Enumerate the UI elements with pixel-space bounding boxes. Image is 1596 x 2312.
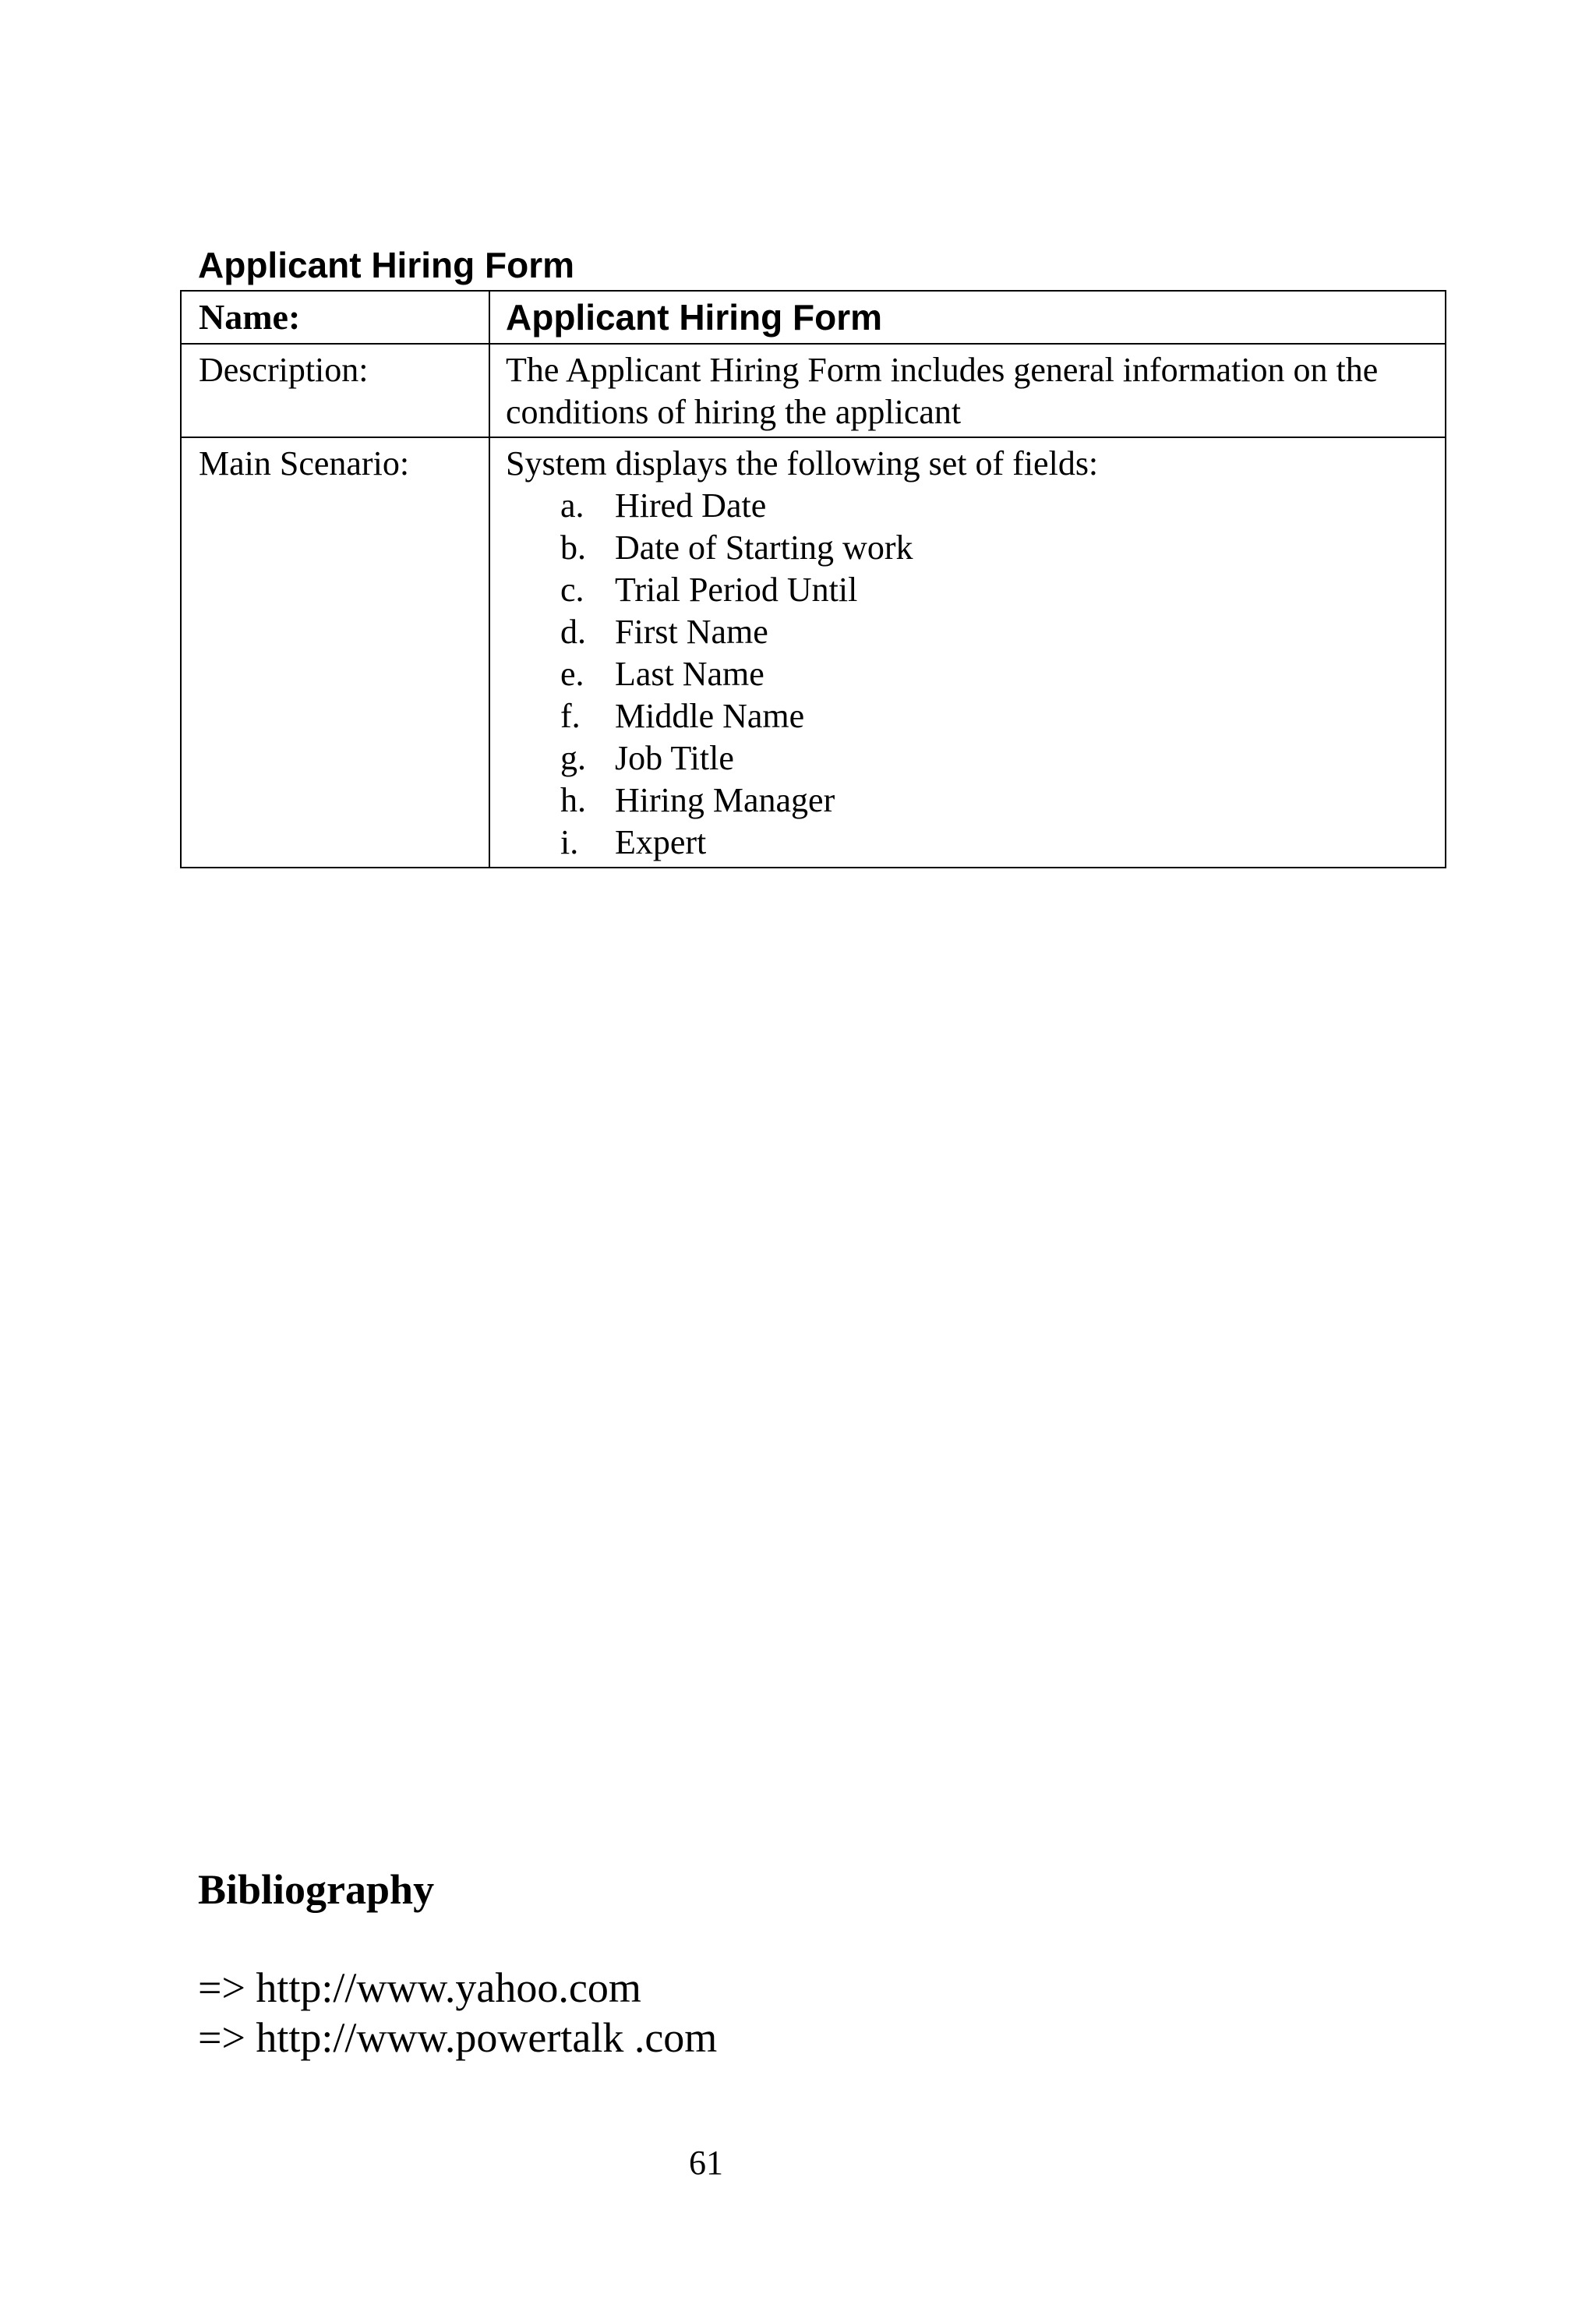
list-marker: c. xyxy=(560,571,584,609)
list-item-text: Last Name xyxy=(615,655,764,693)
list-item xyxy=(560,569,1429,611)
description-value-cell xyxy=(489,344,1446,437)
list-marker: i. xyxy=(560,823,579,861)
name-label-cell xyxy=(181,291,489,344)
list-marker: e. xyxy=(560,655,584,693)
name-value: Applicant Hiring Form xyxy=(506,297,882,338)
bibliography-list xyxy=(198,1963,717,2063)
scenario-value-cell xyxy=(489,437,1446,868)
list-marker: d. xyxy=(560,613,586,651)
list-marker: f. xyxy=(560,697,581,735)
page-number: 61 xyxy=(689,2144,723,2182)
scenario-label: Main Scenario: xyxy=(199,444,410,483)
list-item-text: First Name xyxy=(615,613,768,651)
bibliography-entry: => http://www.powertalk .com xyxy=(198,2014,718,2061)
name-value-cell xyxy=(489,291,1446,344)
list-item-text: Hired Date xyxy=(615,486,767,525)
list-item-text: Expert xyxy=(615,823,707,861)
description-label-cell xyxy=(181,344,489,437)
list-item xyxy=(560,485,1429,527)
scenario-intro: System displays the following set of fields: xyxy=(506,444,1099,483)
section-title: Applicant Hiring Form xyxy=(198,245,574,285)
list-item xyxy=(560,527,1429,569)
list-item-text: Hiring Manager xyxy=(615,781,835,819)
scenario-label-cell xyxy=(181,437,489,868)
bibliography-heading: Bibliography xyxy=(198,1866,435,1913)
list-item-text: Date of Starting work xyxy=(615,529,913,567)
table-row-main-scenario xyxy=(181,437,1446,868)
list-marker: a. xyxy=(560,486,584,525)
name-label: Name: xyxy=(199,297,301,337)
list-marker: h. xyxy=(560,781,586,819)
list-item xyxy=(560,611,1429,653)
bibliography-entry: => http://www.yahoo.com xyxy=(198,1964,641,2011)
table-row-name xyxy=(181,291,1446,344)
list-item-text: Trial Period Until xyxy=(615,571,858,609)
description-value: The Applicant Hiring Form includes general information on the conditions of hiring the applicant xyxy=(506,351,1379,431)
list-item xyxy=(560,653,1429,695)
list-item xyxy=(560,822,1429,864)
list-item-text: Middle Name xyxy=(615,697,805,735)
list-marker: g. xyxy=(560,739,586,777)
list-marker: b. xyxy=(560,529,586,567)
table-row-description xyxy=(181,344,1446,437)
list-item xyxy=(560,695,1429,737)
list-item xyxy=(560,780,1429,822)
field-list xyxy=(506,485,1429,864)
list-item-text: Job Title xyxy=(615,739,734,777)
use-case-table xyxy=(180,290,1446,868)
description-label: Description: xyxy=(199,351,369,389)
list-item xyxy=(560,737,1429,780)
